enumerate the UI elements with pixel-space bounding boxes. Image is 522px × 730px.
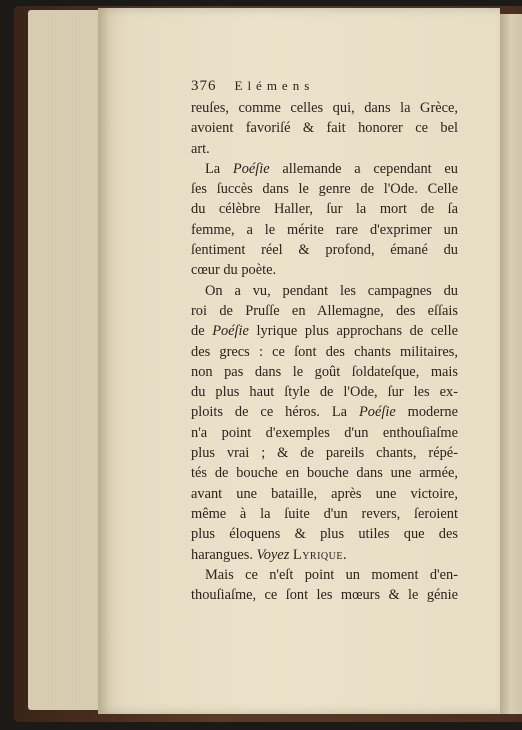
line-text: ploits de ce héros. La	[191, 404, 359, 421]
line-text: n'a point d'exemples d'un enthouſiaſme	[191, 424, 458, 441]
text-line	[191, 199, 458, 219]
line-text: plus éloquens & plus utiles que des	[191, 526, 458, 543]
line-text: avant une bataille, après une victoire,	[191, 485, 458, 502]
text-line	[191, 118, 458, 138]
text-line	[191, 98, 458, 118]
line-text: du plus haut ſtyle de l'Ode, ſur les ex-	[191, 384, 458, 401]
page-header	[191, 76, 458, 98]
line-text: allemande a cependant eu	[269, 160, 458, 177]
line-text: reuſes, comme celles qui, dans la Grèce,	[191, 100, 458, 116]
line-text: moderne	[395, 404, 458, 421]
line-text: harangues.	[191, 546, 257, 563]
line-text: art.	[191, 140, 210, 157]
page-edges	[28, 10, 108, 710]
line-text: La	[205, 160, 233, 177]
text-line	[191, 382, 458, 402]
line-text: thouſiaſme, ce ſont les mœurs & le génie	[191, 587, 458, 604]
line-text: cœur du poète.	[191, 262, 277, 279]
text-line	[191, 321, 458, 341]
text-line	[191, 585, 458, 605]
italic-text: Voyez	[256, 546, 290, 563]
line-text: On a vu, pendant les campagnes du	[205, 282, 458, 299]
text-line	[191, 402, 458, 422]
text-line	[191, 423, 458, 443]
text-line	[191, 281, 458, 301]
text-line	[191, 139, 458, 159]
text-line	[191, 565, 458, 585]
italic-text: Poéſie	[232, 160, 270, 177]
line-text: avoient favoriſé & fait honorer ce bel	[191, 120, 458, 137]
line-text: ſentiment réel & profond, émané du	[191, 242, 458, 259]
text-line	[191, 463, 458, 483]
line-text: des grecs : ce ſont des chants militaires,	[191, 343, 458, 360]
text-line	[191, 159, 458, 179]
line-text: même à la ſuite d'un revers, ſeroient	[191, 505, 458, 522]
line-text: tés de bouche en bouche dans une armée,	[191, 465, 458, 482]
text-line	[191, 220, 458, 240]
text-line	[191, 260, 458, 280]
line-text: femme, a le mérite rare d'exprimer un	[191, 221, 458, 238]
facing-page-edge	[500, 14, 522, 714]
text-line	[191, 545, 458, 565]
line-text: lyrique plus approchans de celle	[248, 323, 458, 340]
text-line	[191, 362, 458, 382]
text-line	[191, 484, 458, 504]
text-line	[191, 240, 458, 260]
page-text	[191, 76, 458, 605]
running-head: Elémens	[234, 78, 315, 93]
line-text: roi de Pruſſe en Allemagne, des eſſais	[191, 302, 458, 319]
text-line	[191, 342, 458, 362]
italic-text: Poéſie	[212, 323, 249, 340]
line-text: Mais ce n'eſt point un moment d'en-	[205, 566, 458, 583]
line-text: plus vrai ; & de pareils chants, répé-	[191, 445, 458, 462]
page-number: 376	[191, 78, 217, 94]
line-text: du célèbre Haller, ſur la mort de ſa	[191, 201, 458, 218]
line-text: ſes ſuccès dans le genre de l'Ode. Celle	[191, 181, 458, 198]
text-line	[191, 443, 458, 463]
small-caps-text: Lyrique.	[292, 546, 348, 563]
line-text: de	[191, 323, 213, 340]
line-text: non pas dans le goût ſoldateſque, mais	[191, 363, 458, 380]
text-line	[191, 301, 458, 321]
text-line	[191, 524, 458, 544]
text-line	[191, 179, 458, 199]
text-line	[191, 504, 458, 524]
italic-text: Poéſie	[358, 404, 396, 421]
body-text	[191, 98, 458, 605]
